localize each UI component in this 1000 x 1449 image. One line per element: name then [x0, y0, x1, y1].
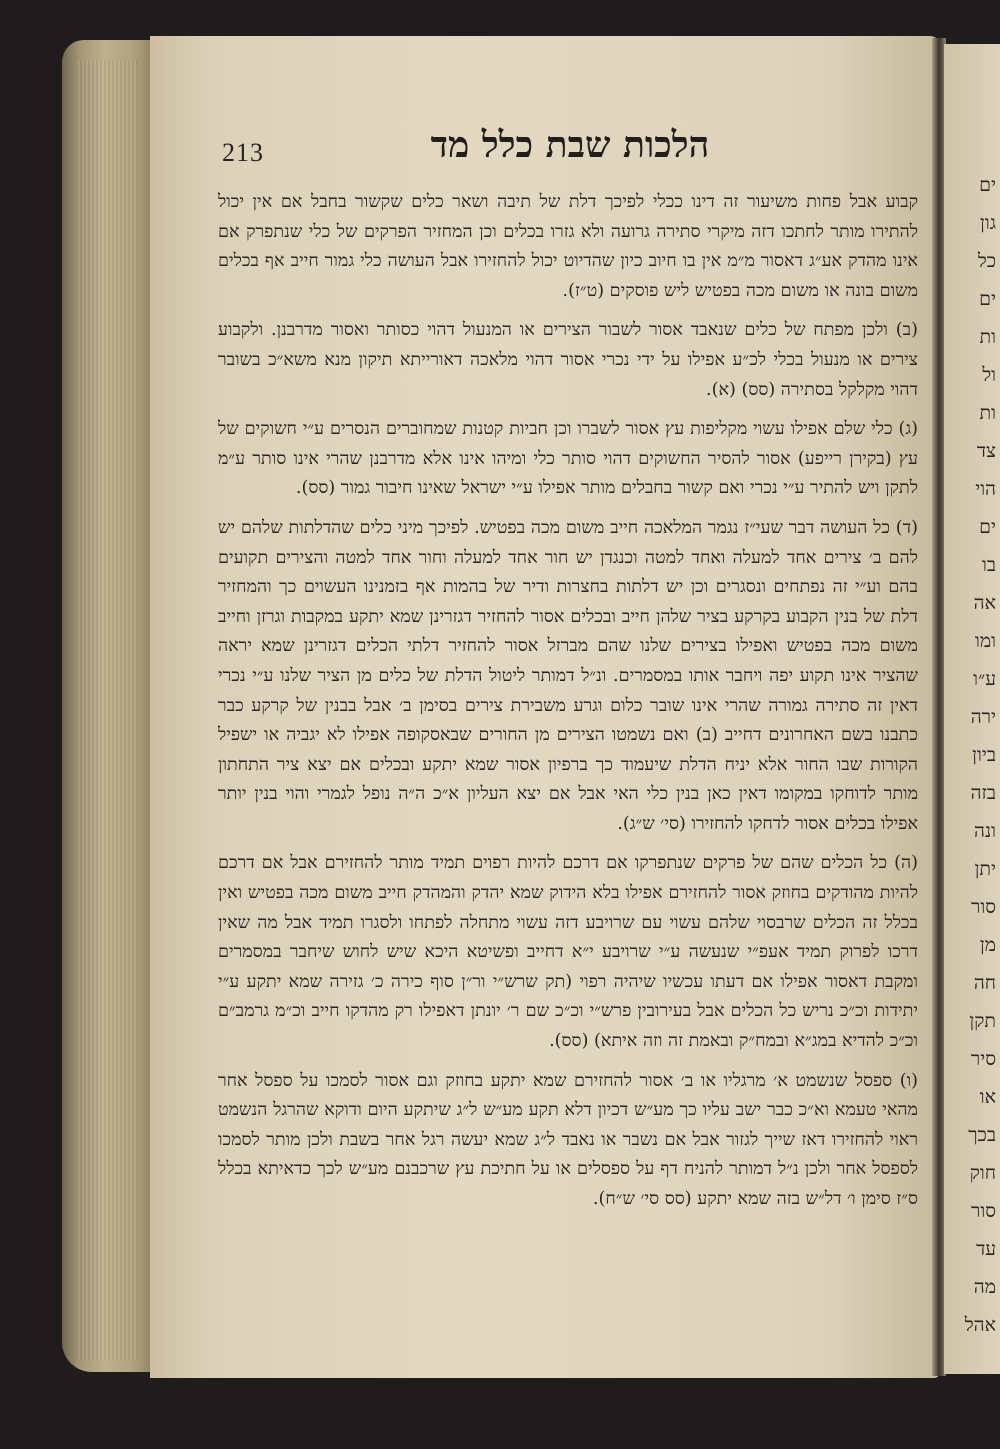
body-text — [218, 188, 918, 1215]
right-page-text-fragment: ות — [979, 326, 996, 348]
right-page-text-fragment: בו — [981, 554, 996, 576]
right-page-text-fragment: ע״ו — [973, 668, 996, 690]
right-page-text-fragment: תקן — [969, 1010, 996, 1032]
right-page-text-fragment: ונה — [974, 820, 996, 842]
right-page-text-fragment: מה — [973, 1276, 996, 1298]
right-page-text-fragment: יתן — [974, 858, 996, 880]
paragraph: (ב) ולכן מפתח של כלים שנאבד אסור לשבור הצירים או המנעול דהוי כסותר ואסור מדרבנן. ולקבוע צירים או מנעול בכלי לכ״ע אפילו על ידי נכרי אסור דהוי מלאכה דאורייתא תיקון מנא משא״כ בשובר דהוי מקלקל בסתירה (סס) (א). — [218, 320, 918, 400]
paragraph: קבוע אבל פחות משיעור זה דינו ככלי לפיכך דלת של תיבה ושאר כלים שקשור בחבל אם אין יכול להתירו מותר לחתכו דזה מיקרי סתירה גרועה ולא גזרו בכלים וכן המחזיר הפרקים של כלי שנתפרק אם אינו מהדק אע״ג דאסור מ״מ אין בו חיוב כיון שהדיוט יכול להחזירו אבל העושה כלי גמור חייב אף בכלים משום בונה או משום מכה בפטיש ליש פוסקים (ט״ז). — [218, 192, 918, 301]
right-page-text-fragment: ות — [979, 402, 996, 424]
paragraph: (ה) כל הכלים שהם של פרקים שנתפרקו אם דרכם להיות רפוים תמיד מותר להחזירם אבל אם דרכם להיות מהודקים בחוזק אסור להחזירם אפילו בלא הידוק שמא יהדק והמהדק חייב משום מכה בפטיש ואין בכלל זה הכלים שרבסוי שלהם עשוי עם שרויבע דזה עשוי מתחלה לפתחו ולסגרו תמיד אבל מה שאין דרכו לפרוק תמיד אעפ״י שנעשה ע״י שרויבע י״א דחייב ופשיטא היכא שיש לחוש שיחבר במסמרים ומקבת דאסור אפילו אם דעתו עכשיו שיהיה רפוי (תק שרש״י ור״ן סוף כירה כ׳ גזירה שמא יתקע ע״י יתידות וכ״כ נריש כל הכלים אבל בעירובין פרש״י וכ״כ שם ר׳ יונתן דאפילו רק מהדקו חייב וכ״מ גרמב״ם וכ״כ להדיא במג״א ובמח״ק ובאמת זה וזה איתא) (סס). — [218, 853, 918, 1052]
right-page-text-fragment: ים — [979, 174, 996, 196]
page-edge-lines — [78, 60, 138, 1360]
right-page-text-fragment: ומו — [975, 630, 996, 652]
right-page-fragment — [944, 44, 1000, 1374]
right-page-text-fragment: אה — [973, 592, 996, 614]
paragraph: (ג) כלי שלם אפילו עשוי מקליפות עץ אסור לשברו וכן חביות קטנות שמחוברים הנסרים ע״י חשוקים של עץ (בקירן רייפע) אסור להסיר החשוקים דהוי סותר כלי ומיהו אינו אלא מדרבנן שהרי אינו סותר ע״מ לתקן ויש להתיר ע״י נכרי ואם קשור בחבלים מותר אפילו ע״י ישראל שאינו חיבור גמור (סס). — [218, 419, 918, 499]
right-page-text-fragment: ים — [979, 288, 996, 310]
right-page-text-fragment: סיר — [970, 1048, 996, 1070]
right-page-text-fragment: ול — [982, 364, 996, 386]
right-page-text-fragment: עד — [976, 1238, 996, 1260]
right-page-text-fragment: אהל — [964, 1314, 996, 1336]
right-page-text-fragment: הוי — [975, 478, 996, 500]
right-page-text-fragment: צד — [976, 440, 996, 462]
paragraph: (ד) כל העושה דבר שעי״ז נגמר המלאכה חייב משום מכה בפטיש. לפיכך מיני כלים שהדלתות שלהם יש להם ב׳ צירים אחד למעלה ואחד למטה וכנגדן יש חור אחד למעלה וחור אחד למטה והצירים תקועים בהם וע״י זה נפתחים ונסגרים וכן יש דלתות בחצרות ודיר של בהמות אף בזמנינו העשוים כך והמחזיר דלת של בנין הקבוע בקרקע בציר שלהן חייב ובכלים אסור להחזיר דגזרינן שמא יתקע במקבות וגרזן וחייב משום מכה בפטיש ואפילו בצירים שלנו שהם מברזל אסור להחזיר דלתי הכלים דגזרינן שמא יראה שהציר אינו תקוע יפה ויחבר אותו במסמרים. ונ״ל דמותר ליטול הדלת של כלים מן הציר שלנו ע״י נכרי דאין זה סתירה גמורה שהרי אינו שובר כלום וגרע משבירת צירים בסימן ב׳ אבל בבנין של קרקע כבר כתבנו בשם האחרונים דחייב (ב) ואם נשמטו הצירים מן החורים שבאסקופה אפילו לא יגביה או ישפיל הקורות שבו החור אלא יניח הדלת שיעמוד כך ברפיון אסור שמא יתקע ובכלים אם יצא ציר התחתון מותר לדוחקו במקומו דאין כאן בנין כלי האי אבל אם יצא העליון א״כ ה״ה נופל לגמרי והוי בנין יותר אפילו בכלים אסור לדחקו להחזירו (סי׳ ש״ג). — [218, 517, 918, 834]
right-page-text-fragment: חה — [973, 972, 996, 994]
right-page-text-fragment: בזה — [970, 782, 996, 804]
right-page-text-fragment: סור — [970, 896, 996, 918]
right-page-text-fragment: ירה — [970, 706, 996, 728]
right-page-text-fragment: או — [979, 1086, 996, 1108]
paragraph: (ו) ספסל שנשמט א׳ מרגליו או ב׳ אסור להחזירם שמא יתקע בחוזק וגם אסור לסמכו על ספסל אחר מהאי טעמא וא״כ כבר ישב עליו כך מע״ש דכיון דלא תקע מע״ש ל״ג שיתקע היום ודוקא שהרגל הנשמט ראוי להחזירו דאז שייך לגזור אבל אם נשבר או נאבד ל״ג שמא יעשה רגל אחר בשבת ולכן מותר לסמכו לספסל אחר ולכן נ״ל דמותר להניח דף על ספסלים או על חתיכת עץ שרכבנם מע״ש לכך כדאיתא בכלל ס״ז סימן ו׳ דל״ש בזה שמא יתקע (סס סי׳ ש״ח). — [218, 1070, 918, 1209]
running-header: הלכות שבת כלל מד — [430, 124, 710, 166]
right-page-text-fragment: מן — [979, 934, 996, 956]
right-page-text-fragment: ביון — [972, 744, 996, 766]
right-page-text-fragment: בכך — [968, 1124, 996, 1146]
right-page-text-fragment: גון — [980, 212, 996, 234]
right-page-text-fragment: חוק — [969, 1162, 996, 1184]
right-page-text-fragment: ים — [979, 516, 996, 538]
page-number: 213 — [222, 138, 264, 167]
right-page-text-fragment: כל — [977, 250, 996, 272]
right-page-text-fragment: סור — [970, 1200, 996, 1222]
